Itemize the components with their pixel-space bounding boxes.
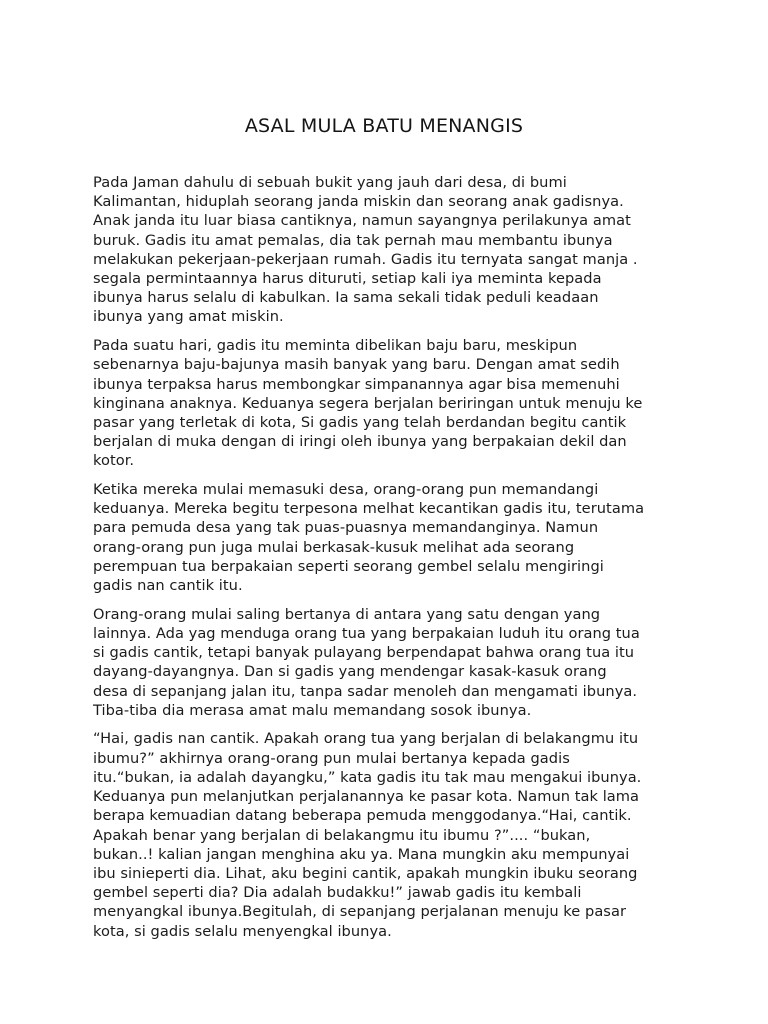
text-line: segala permintaannya harus dituruti, setiap kali iya meminta kepada bbox=[93, 270, 602, 288]
paragraph-2 bbox=[93, 336, 693, 470]
text-line: menyangkal ibunya.Begitulah, di sepanjang perjalanan menuju ke pasar bbox=[93, 903, 627, 921]
document-body bbox=[93, 173, 693, 950]
text-line: ibunya terpaksa harus membongkar simpanannya agar bisa memenuhi bbox=[93, 375, 620, 393]
text-line: “Hai, gadis nan cantik. Apakah orang tua yang berjalan di belakangmu itu bbox=[93, 730, 639, 748]
text-line: Ketika mereka mulai memasuki desa, orang-orang pun memandangi bbox=[93, 481, 599, 499]
paragraph-3 bbox=[93, 480, 693, 595]
text-line: desa di sepanjang jalan itu, tanpa sadar menoleh dan mengamati ibunya. bbox=[93, 682, 638, 700]
text-line: bukan..! kalian jangan menghina aku ya. Mana mungkin aku mempunyai bbox=[93, 845, 630, 863]
text-line: dayang-dayangnya. Dan si gadis yang mendengar kasak-kasuk orang bbox=[93, 663, 607, 681]
text-line: pasar yang terletak di kota, Si gadis yang telah berdandan begitu cantik bbox=[93, 413, 627, 431]
text-line: Tiba-tiba dia merasa amat malu memandang sosok ibunya. bbox=[93, 701, 532, 719]
text-line: Keduanya pun melanjutkan perjalanannya ke pasar kota. Namun tak lama bbox=[93, 788, 640, 806]
text-line: kinginana anaknya. Keduanya segera berjalan beriringan untuk menuju ke bbox=[93, 394, 643, 412]
text-line: berapa kemuadian datang beberapa pemuda menggodanya.“Hai, cantik. bbox=[93, 807, 632, 825]
text-line: ibunya harus selalu di kabulkan. Ia sama sekali tidak peduli keadaan bbox=[93, 289, 599, 307]
text-line: gadis nan cantik itu. bbox=[93, 577, 243, 595]
text-line: keduanya. Mereka begitu terpesona melhat kecantikan gadis itu, terutama bbox=[93, 500, 645, 518]
paragraph-5 bbox=[93, 729, 693, 940]
text-line: kotor. bbox=[93, 452, 135, 470]
text-line: melakukan pekerjaan-pekerjaan rumah. Gadis itu ternyata sangat manja . bbox=[93, 250, 638, 268]
text-line: ibumu?” akhirnya orang-orang pun mulai bertanya kepada gadis bbox=[93, 749, 570, 767]
text-line: Pada suatu hari, gadis itu meminta dibelikan baju baru, meskipun bbox=[93, 337, 578, 355]
text-line: Anak janda itu luar biasa cantiknya, namun sayangnya perilakunya amat bbox=[93, 212, 631, 230]
text-line: Orang-orang mulai saling bertanya di antara yang satu dengan yang bbox=[93, 605, 601, 623]
text-line: sebenarnya baju-bajunya masih banyak yang baru. Dengan amat sedih bbox=[93, 356, 620, 374]
text-line: Apakah benar yang berjalan di belakangmu itu ibumu ?”.... “bukan, bbox=[93, 826, 591, 844]
text-line: berjalan di muka dengan di iringi oleh ibunya yang berpakaian dekil dan bbox=[93, 433, 627, 451]
text-line: ibunya yang amat miskin. bbox=[93, 308, 284, 326]
paragraph-4 bbox=[93, 605, 693, 720]
text-line: lainnya. Ada yag menduga orang tua yang berpakaian luduh itu orang tua bbox=[93, 624, 640, 642]
text-line: para pemuda desa yang tak puas-puasnya memandanginya. Namun bbox=[93, 519, 599, 537]
text-line: Pada Jaman dahulu di sebuah bukit yang jauh dari desa, di bumi bbox=[93, 174, 567, 191]
document-title: ASAL MULA BATU MENANGIS bbox=[244, 115, 524, 137]
text-line: buruk. Gadis itu amat pemalas, dia tak pernah mau membantu ibunya bbox=[93, 231, 613, 249]
text-line: si gadis cantik, tetapi banyak pulayang berpendapat bahwa orang tua itu bbox=[93, 644, 635, 662]
paragraph-1 bbox=[93, 173, 693, 327]
text-line: perempuan tua berpakaian seperti seorang gembel selalu mengiringi bbox=[93, 557, 604, 575]
text-line: kota, si gadis selalu menyengkal ibunya. bbox=[93, 922, 392, 940]
text-line: orang-orang pun juga mulai berkasak-kusuk melihat ada seorang bbox=[93, 538, 575, 556]
text-line: Kalimantan, hiduplah seorang janda miskin dan seorang anak gadisnya. bbox=[93, 193, 624, 211]
text-line: itu.“bukan, ia adalah dayangku,” kata gadis itu tak mau mengakui ibunya. bbox=[93, 768, 642, 786]
text-line: ibu sinieperti dia. Lihat, aku begini cantik, apakah mungkin ibuku seorang bbox=[93, 864, 638, 882]
text-line: gembel seperti dia? Dia adalah budakku!” jawab gadis itu kembali bbox=[93, 884, 582, 902]
